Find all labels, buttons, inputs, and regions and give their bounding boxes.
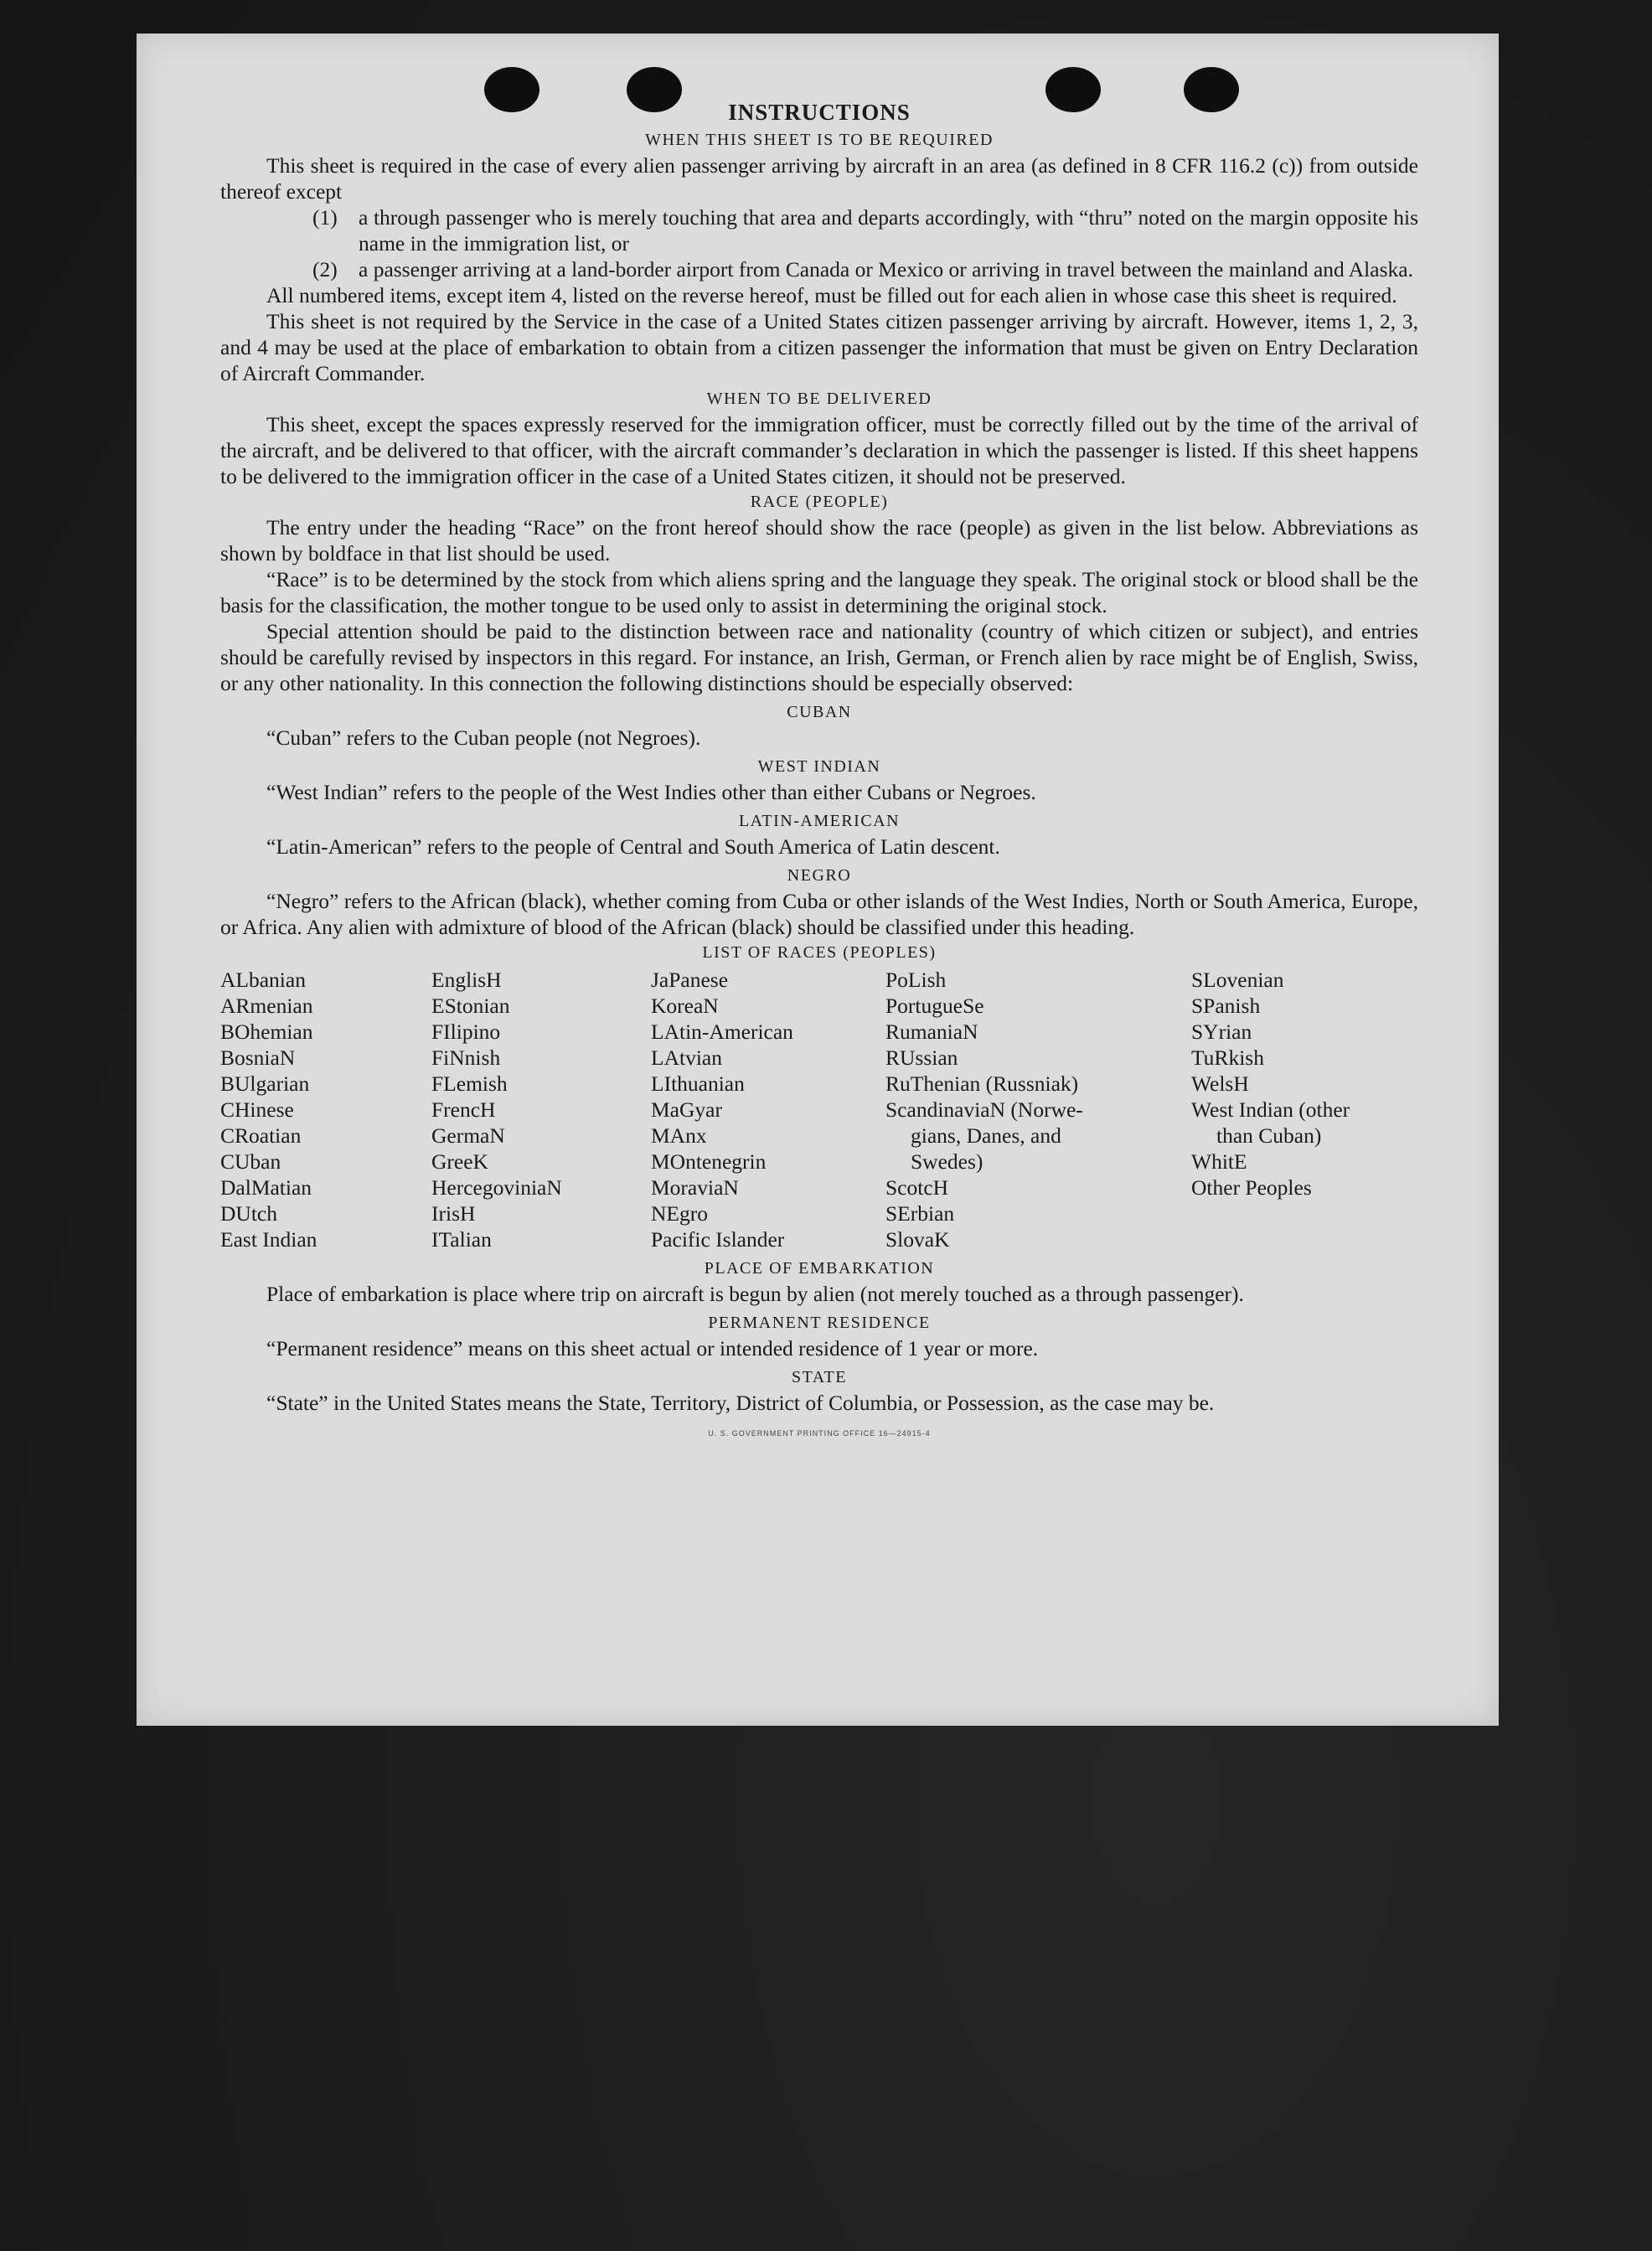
race-list-item: EnglisH: [431, 968, 502, 992]
race-list-item: SLovenian: [1191, 968, 1284, 992]
paragraph: The entry under the heading “Race” on the front hereof should show the race (people) as given in the list below. Abbreviations as shown by boldface in that list should be used.: [220, 515, 1418, 565]
race-list-item: PoLish: [885, 968, 947, 992]
race-list-item: than Cuban): [1216, 1123, 1322, 1148]
list-item-number: (1): [312, 205, 338, 230]
race-list-item: MAnx: [651, 1123, 707, 1148]
paragraph: “State” in the United States means the State, Territory, District of Columbia, or Possession, as the case may be.: [266, 1391, 1215, 1415]
race-list-item: ITalian: [431, 1227, 492, 1252]
paragraph: This sheet, except the spaces expressly reserved for the immigration officer, must be correctly filled out by the time of the arrival of the aircraft, and be delivered to that officer, with the aircraft commander’s declaration in which the passenger is listed. If this sheet happens to be delivered to the immigration officer in the case of a United States citizen, it should not be preserved.: [220, 412, 1418, 488]
paragraph: “Negro” refers to the African (black), whether coming from Cuba or other islands of the West Indies, North or South America, Europe, or Africa. Any alien with admixture of blood of the African (black) should be classified under this heading.: [220, 889, 1418, 939]
race-list-item: MaGyar: [651, 1097, 722, 1122]
section-heading-state: STATE: [792, 1368, 847, 1386]
document-title: INSTRUCTIONS: [728, 100, 911, 125]
race-list-item: BOhemian: [220, 1020, 313, 1044]
races-column: [885, 967, 1191, 1252]
paragraph: “Permanent residence” means on this sheet actual or intended residence of 1 year or more.: [266, 1336, 1039, 1360]
race-list-item: Other Peoples: [1191, 1175, 1312, 1200]
paragraph: This sheet is not required by the Service in the case of a United States citizen passenger arriving by aircraft. However, items 1, 2, 3, and 4 may be used at the place of embarkation to obtain from a citizen passenger the information that must be given on Entry Declaration of Aircraft Commander.: [220, 309, 1418, 385]
race-list-item: RumaniaN: [885, 1020, 978, 1044]
paragraph: All numbered items, except item 4, listed on the reverse hereof, must be filled out for each alien in whose case this sheet is required.: [266, 283, 1397, 307]
paragraph: “Race” is to be determined by the stock from which aliens spring and the language they speak. The original stock or blood shall be the basis for the classification, the mother tongue to be used only to assist in determining the original stock.: [220, 567, 1418, 617]
race-list-item: FrencH: [431, 1097, 496, 1122]
race-list-item: gians, Danes, and: [911, 1123, 1061, 1148]
section-heading-when-required: WHEN THIS SHEET IS TO BE REQUIRED: [645, 131, 994, 149]
race-list-item: LIthuanian: [651, 1071, 745, 1096]
race-list-item: JaPanese: [651, 968, 729, 992]
race-list-item: DalMatian: [220, 1175, 312, 1200]
race-list-item: RuThenian (Russniak): [885, 1071, 1079, 1096]
race-list-item: West Indian (other: [1191, 1097, 1350, 1122]
races-column: [220, 967, 431, 1252]
paragraph: Place of embarkation is place where trip on aircraft is begun by alien (not merely touched as a through passenger).: [266, 1282, 1244, 1306]
race-list-item: CUban: [220, 1149, 281, 1174]
race-list-item: HercegoviniaN: [431, 1175, 562, 1200]
race-list-item: BosniaN: [220, 1045, 296, 1070]
race-list-item: SlovaK: [885, 1227, 950, 1252]
paragraph: “West Indian” refers to the people of the West Indies other than either Cubans or Negroes.: [266, 780, 1036, 804]
list-item-number: (2): [312, 257, 338, 281]
paragraph: Special attention should be paid to the distinction between race and nationality (country of which citizen or subject), and entries should be carefully revised by inspectors in this regard. For instance, an Irish, German, or French alien by race might be of English, Swiss, or any other nationality. In this connection the following distinctions should be especially observed:: [220, 619, 1418, 695]
race-list-item: East Indian: [220, 1227, 317, 1252]
races-column: [651, 967, 885, 1252]
race-list-item: EStonian: [431, 994, 510, 1018]
race-list-item: NEgro: [651, 1201, 708, 1226]
document-sheet: [137, 34, 1499, 1726]
race-list-item: GreeK: [431, 1149, 488, 1174]
printing-office-footer: U. S. GOVERNMENT PRINTING OFFICE 16—24915-4: [708, 1429, 931, 1438]
race-list-item: FLemish: [431, 1071, 508, 1096]
race-list-item: IrisH: [431, 1201, 476, 1226]
race-list-item: MOntenegrin: [651, 1149, 767, 1174]
race-list-item: GermaN: [431, 1123, 505, 1148]
race-list-item: SErbian: [885, 1201, 955, 1226]
race-list-item: SYrian: [1191, 1020, 1252, 1044]
document-content: [220, 96, 1418, 1447]
section-heading-latin-american: LATIN-AMERICAN: [738, 812, 901, 830]
paragraph: “Cuban” refers to the Cuban people (not Negroes).: [266, 725, 701, 750]
race-list-item: BUlgarian: [220, 1071, 310, 1096]
race-list-item: LAtin-American: [651, 1020, 793, 1044]
race-list-item: TuRkish: [1191, 1045, 1264, 1070]
section-heading-race: RACE (PEOPLE): [750, 493, 889, 511]
race-list-item: SPanish: [1191, 994, 1261, 1018]
section-heading-when-delivered: WHEN TO BE DELIVERED: [706, 390, 932, 408]
race-list-item: FIlipino: [431, 1020, 501, 1044]
race-list-item: MoraviaN: [651, 1175, 739, 1200]
race-list-item: Swedes): [911, 1149, 983, 1174]
section-heading-negro: NEGRO: [787, 866, 852, 885]
race-list-item: WelsH: [1191, 1071, 1249, 1096]
list-item: [312, 204, 1418, 256]
races-list: [220, 967, 1418, 1252]
section-heading-list-of-races: LIST OF RACES (PEOPLES): [702, 943, 937, 962]
race-list-item: ScotcH: [885, 1175, 949, 1200]
paragraph: This sheet is required in the case of every alien passenger arriving by aircraft in an area (as defined in 8 CFR 116.2 (c)) from outside thereof except: [220, 153, 1418, 204]
race-list-item: ALbanian: [220, 968, 306, 992]
list-item: [312, 256, 1418, 282]
paragraph: “Latin-American” refers to the people of Central and South America of Latin descent.: [266, 834, 1000, 859]
race-list-item: LAtvian: [651, 1045, 722, 1070]
race-list-item: Pacific Islander: [651, 1227, 785, 1252]
race-list-item: RUssian: [885, 1045, 958, 1070]
race-list-item: CRoatian: [220, 1123, 302, 1148]
race-list-item: DUtch: [220, 1201, 277, 1226]
races-column: [431, 967, 651, 1252]
list-item-text: a passenger arriving at a land-border airport from Canada or Mexico or arriving in travel between the mainland and Alaska.: [359, 257, 1413, 281]
race-list-item: FiNnish: [431, 1045, 501, 1070]
race-list-item: CHinese: [220, 1097, 294, 1122]
races-column: [1191, 967, 1418, 1252]
race-list-item: KoreaN: [651, 994, 719, 1018]
section-heading-permanent-residence: PERMANENT RESIDENCE: [708, 1314, 931, 1332]
section-heading-cuban: CUBAN: [787, 703, 852, 721]
race-list-item: ARmenian: [220, 994, 313, 1018]
race-list-item: ScandinaviaN (Norwe-: [885, 1097, 1083, 1122]
section-heading-place-of-embarkation: PLACE OF EMBARKATION: [704, 1259, 935, 1278]
list-item-text: a through passenger who is merely touching that area and departs accordingly, with “thru” noted on the margin opposite his name in the immigration list, or: [359, 205, 1418, 256]
race-list-item: WhitE: [1191, 1149, 1247, 1174]
section-heading-west-indian: WEST INDIAN: [757, 757, 881, 776]
race-list-item: PortugueSe: [885, 994, 984, 1018]
